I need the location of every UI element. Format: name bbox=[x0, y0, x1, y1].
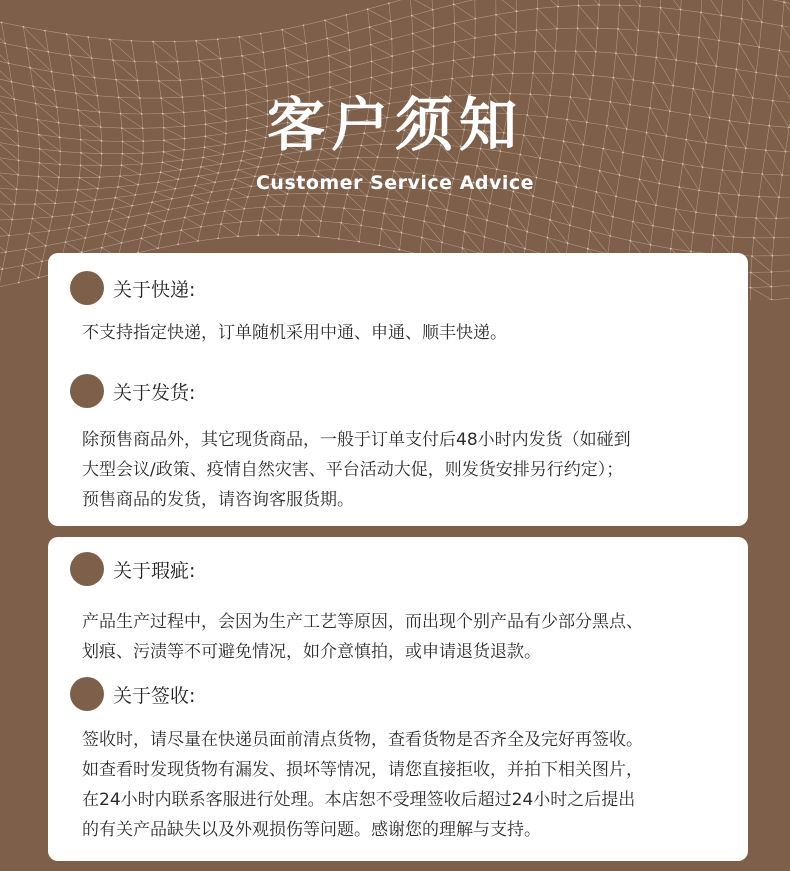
bullet-dot-icon bbox=[70, 271, 104, 305]
body-line: 的有关产品缺失以及外观损伤等问题。感谢您的理解与支持。 bbox=[82, 820, 541, 840]
body-line: 签收时，请尽量在快递员面前清点货物，查看货物是否齐全及完好再签收。 bbox=[82, 730, 643, 750]
section-body bbox=[82, 425, 734, 515]
section-heading: 关于瑕疵: bbox=[113, 559, 196, 582]
section-heading: 关于发货: bbox=[113, 381, 196, 404]
bullet-dot-icon bbox=[70, 677, 104, 711]
body-line: 划痕、污渍等不可避免情况，如介意慎拍，或申请退货退款。 bbox=[82, 642, 541, 662]
body-line: 产品生产过程中，会因为生产工艺等原因，而出现个别产品有少部分黑点、 bbox=[82, 612, 643, 632]
section-heading: 关于签收: bbox=[113, 684, 196, 707]
body-line: 如查看时发现货物有漏发、损坏等情况，请您直接拒收，并拍下相关图片， bbox=[82, 760, 643, 780]
section-header bbox=[48, 552, 748, 586]
section-header bbox=[48, 677, 748, 711]
info-card-quality bbox=[48, 537, 748, 861]
section-header bbox=[48, 271, 748, 305]
page-subtitle: Customer Service Advice bbox=[255, 172, 535, 194]
info-card-shipping bbox=[48, 253, 748, 526]
page-title: 客户须知 bbox=[266, 91, 523, 159]
section-body bbox=[82, 607, 734, 667]
bullet-dot-icon bbox=[70, 552, 104, 586]
section-header bbox=[48, 374, 748, 408]
section-heading: 关于快递: bbox=[113, 278, 196, 301]
section-body bbox=[82, 725, 734, 845]
bullet-dot-icon bbox=[70, 374, 104, 408]
section-delivery bbox=[48, 374, 748, 515]
body-line: 除预售商品外，其它现货商品，一般于订单支付后48小时内发货（如碰到 bbox=[82, 430, 631, 450]
body-line: 在24小时内联系客服进行处理。本店恕不受理签收后超过24小时之后提出 bbox=[82, 790, 636, 810]
body-line: 大型会议/政策、疫情自然灾害、平台活动大促，则发货安排另行约定）； bbox=[82, 460, 624, 480]
section-defects bbox=[48, 552, 748, 667]
section-signing bbox=[48, 677, 748, 845]
body-line: 不支持指定快递，订单随机采用中通、申通、顺丰快递。 bbox=[82, 323, 507, 343]
section-body bbox=[82, 318, 734, 348]
body-line: 预售商品的发货，请咨询客服货期。 bbox=[82, 490, 354, 510]
section-courier bbox=[48, 271, 748, 348]
